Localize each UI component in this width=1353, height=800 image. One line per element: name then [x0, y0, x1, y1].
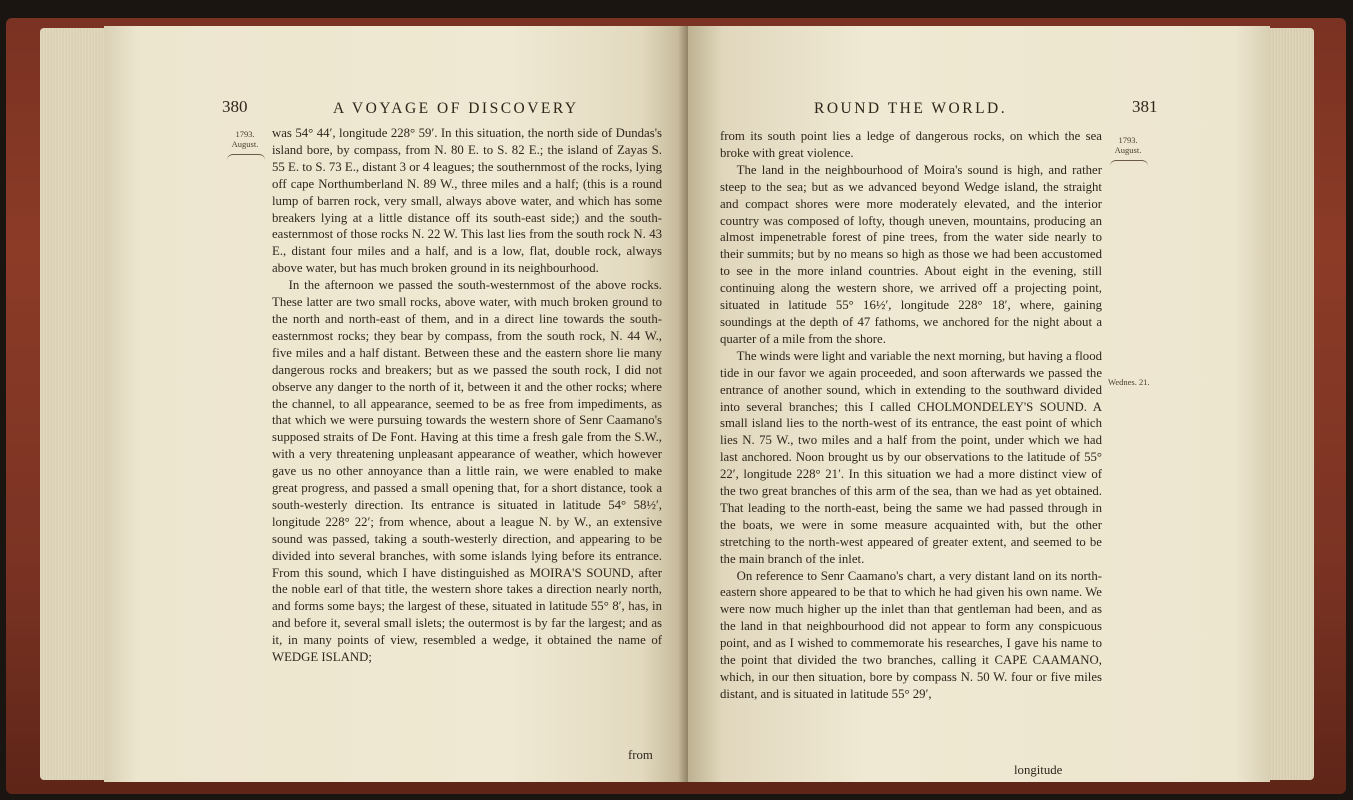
right-paragraph: On reference to Senr Caamano's chart, a very distant land on its north-eastern shore appeared to be that to which he had given his own name. We were now much higher up the inlet than that gentleman had been, and as the land in that neighbourhood did not appear to form any conspicuous point, and as I wished to commemorate his researches, I gave his name to the point that divided the two branches, calling it CAPE CAAMANO, which, in our then situation, bore by compass N. 50 W. four or five miles distant, and is situated in latitude 55° 29′, — [720, 568, 1102, 701]
right-margin-day: Wednes. 21. — [1108, 377, 1150, 387]
right-margin-month: August. — [1114, 145, 1142, 155]
left-catchword: from — [628, 748, 653, 762]
left-paragraph: In the afternoon we passed the south-westernmost of the above rocks. These latter are two small rocks, above water, with much broken ground to the north and north-east of them, and in a direct line towards the south-easternmost rocks; they bear by compass, from the south rock, N. 44 W., five miles and a half distant. Between these and the eastern shore lie many dangerous rocks and breakers; but as we passed the south rock, I did not observe any danger to the north of it, between it and the other rocks; where the channel, to all appearance, seemed to be as free from impediments, as that which we were pursuing towards the western shore of Senr Caamano's supposed straits of De Font. Having at this time a fresh gale from the S.W., with a very threatening unpleasant appearance of weather, which however gave us no other annoyance than a little rain, we were enabled to make great progress, and passed a small opening that, for a short distance, took a south-westerly direction. Its entrance is situated in latitude 54° 58½′, longitude 228° 22′; from whence, about a league N. by W., an extensive sound was passed, taking a south-westerly direction, and appearing to be divided into several branches, with some islands lying before its entrance. From this sound, which I have distinguished as MOIRA'S SOUND, after the noble earl of that title, the western shore takes a direction nearly north, and forms some bays; the largest of these, situated in latitude 55° 8′, has, in and before it, several small islets; the outermost is by far the largest; and as it, in many points of view, resembled a wedge, it obtained the name of WEDGE ISLAND; — [272, 278, 662, 665]
right-margin-year: 1793. — [1118, 135, 1138, 145]
left-margin-month: August. — [231, 139, 259, 149]
right-paragraph: The land in the neighbourhood of Moira's sound is high, and rather steep to the sea; but as we advanced beyond Wedge island, the straight and compact shores were more moderately elevated, and the interior country was composed of lofty, though uneven, mountains, producing an almost impenetrable forest of pine trees, from the water side nearly to their summits; but by no means so high as those we had been accustomed to see in the more inland countries. About eight in the evening, still continuing along the western shore, we arrived off a projecting point, situated in latitude 55° 16½′, longitude 228° 18′, where, gaining soundings at the depth of 47 fathoms, we anchored for the night about a quarter of a mile from the shore. — [720, 162, 1102, 346]
left-margin-year: 1793. — [235, 129, 255, 139]
left-paragraph: was 54° 44′, longitude 228° 59′. In this situation, the north side of Dundas's island bore, by compass, from N. 80 E. to S. 82 E.; the island of Zayas S. 55 E. to S. 73 E., distant 3 or 4 leagues; the southernmost of the rocks, lying off cape Northumberland N. 89 W., three miles and a half; (this is a round lump of barren rock, very small, always above water, and which has some breakers lying at a little distance off its south-east side;) and the south-easternmost of those rocks N. 22 W. This last lies from the south rock N. 43 E., distant four miles and a half, and is a low, flat, double rock, always above water, but has much broken ground in its neighbourhood. — [272, 126, 662, 276]
right-catchword: longitude — [1014, 763, 1063, 777]
left-text-block — [272, 125, 662, 666]
page-edges-left — [40, 28, 110, 780]
right-paragraph: from its south point lies a ledge of dangerous rocks, on which the sea broke with great violence. — [720, 129, 1102, 160]
right-paragraph: The winds were light and variable the next morning, but having a flood tide in our favor we again proceeded, and soon afterwards we passed the entrance of another sound, which in extending to the southward divided into several branches; this I called CHOLMONDELEY'S SOUND. A small island lies to the north-west of its entrance, the east point of which lies N. 75 W., two miles and a half from the point, under which we had last anchored. Noon brought us by our observations to the latitude of 55° 22′, longitude 228° 21′. In this situation we had a more distinct view of the two great branches of this arm of the sea, than we had as yet obtained. That leading to the north-east, being the same we had passed through in the boats, we were in some measure acquainted with, but the other stretching to the north-west appeared of greater extent, and seemed to be the main branch of the inlet. — [720, 348, 1102, 566]
left-margin-brace — [227, 154, 265, 161]
right-text-block — [720, 128, 1102, 703]
left-page-number: 380 — [222, 97, 248, 116]
left-running-head: A VOYAGE OF DISCOVERY — [333, 100, 579, 117]
right-running-head: ROUND THE WORLD. — [814, 100, 1008, 117]
right-page-number: 381 — [1132, 97, 1158, 116]
left-margin-date — [227, 129, 263, 149]
right-margin-date — [1110, 135, 1146, 155]
right-margin-brace — [1110, 160, 1148, 167]
